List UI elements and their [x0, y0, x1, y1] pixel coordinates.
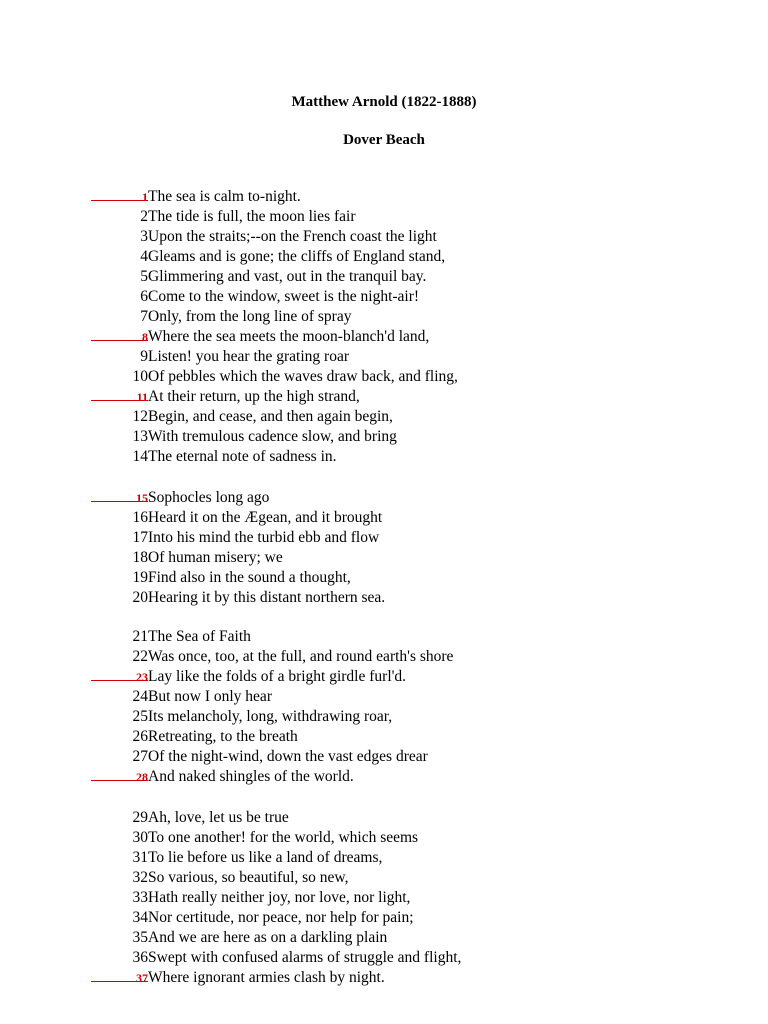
stanza-4 [0, 808, 768, 988]
line-text: The tide is full, the moon lies fair [148, 208, 356, 225]
poem-line [0, 868, 768, 888]
line-text: Of the night-wind, down the vast edges drear [148, 748, 428, 765]
line-number: 21 [132, 628, 148, 645]
line-number: 26 [132, 728, 148, 745]
poem-author: Matthew Arnold (1822-1888) [291, 94, 477, 110]
line-text: Swept with confused alarms of struggle and flight, [148, 949, 462, 966]
line-text: With tremulous cadence slow, and bring [148, 428, 397, 445]
line-text: At their return, up the high strand, [148, 388, 360, 405]
marked-line-number: 11 [136, 390, 148, 404]
marked-line-number: 1 [142, 190, 148, 204]
marked-line-number: 15 [136, 491, 148, 505]
line-text: Begin, and cease, and then again begin, [148, 408, 393, 425]
line-number: 31 [132, 849, 148, 866]
poem-line [0, 667, 768, 687]
line-text: Find also in the sound a thought, [148, 569, 351, 586]
poem-line [0, 627, 768, 647]
line-number: 32 [132, 869, 148, 886]
line-text: Heard it on the Ægean, and it brought [148, 509, 383, 526]
poem-line [0, 427, 768, 447]
poem-line [0, 267, 768, 287]
line-number: 12 [132, 408, 148, 425]
line-text: Gleams and is gone; the cliffs of England stand, [148, 248, 446, 265]
line-number: 22 [132, 648, 148, 665]
line-text: Hearing it by this distant northern sea. [148, 589, 386, 606]
line-text: Its melancholy, long, withdrawing roar, [148, 708, 393, 725]
poem-line [0, 848, 768, 868]
poem-line [0, 968, 768, 988]
line-number: 5 [140, 268, 148, 285]
poem-line [0, 808, 768, 828]
poem-line [0, 528, 768, 548]
poem-line [0, 207, 768, 227]
poem-line [0, 247, 768, 267]
line-text: Lay like the folds of a bright girdle furl'd. [148, 668, 407, 685]
poem-line [0, 948, 768, 968]
poem-line [0, 407, 768, 427]
line-number: 14 [132, 448, 148, 465]
marker-underline [91, 340, 148, 341]
poem-line [0, 327, 768, 347]
line-text: Of pebbles which the waves draw back, and fling, [148, 368, 458, 385]
line-text: The sea is calm to-night. [148, 188, 301, 205]
line-number: 17 [132, 529, 148, 546]
marked-line-number: 37 [136, 971, 148, 985]
poem-line [0, 508, 768, 528]
line-text: To lie before us like a land of dreams, [148, 849, 383, 866]
poem-line [0, 387, 768, 407]
line-text: The Sea of Faith [148, 628, 251, 645]
poem-line [0, 908, 768, 928]
line-number: 7 [140, 308, 148, 325]
line-number: 35 [132, 929, 148, 946]
line-text: Sophocles long ago [148, 489, 270, 506]
poem-line [0, 568, 768, 588]
line-number: 25 [132, 708, 148, 725]
line-text: So various, so beautiful, so new, [148, 869, 349, 886]
poem-title: Dover Beach [343, 132, 425, 148]
marked-line-number: 23 [136, 670, 148, 684]
poem-line [0, 227, 768, 247]
poem-line [0, 187, 768, 207]
poem-line [0, 287, 768, 307]
stanza-3 [0, 627, 768, 787]
line-number: 36 [132, 949, 148, 966]
line-number: 3 [140, 228, 148, 245]
line-number: 24 [132, 688, 148, 705]
stanza-2 [0, 488, 768, 608]
poem-line [0, 747, 768, 767]
line-text: Where the sea meets the moon-blanch'd land, [148, 328, 430, 345]
line-number: 29 [132, 809, 148, 826]
line-text: Listen! you hear the grating roar [148, 348, 349, 365]
line-text: Hath really neither joy, nor love, nor light, [148, 889, 411, 906]
poem-line [0, 828, 768, 848]
line-number: 9 [140, 348, 148, 365]
poem-line [0, 347, 768, 367]
poem-line [0, 647, 768, 667]
line-number: 19 [132, 569, 148, 586]
poem-line [0, 767, 768, 787]
stanza-1 [0, 187, 768, 467]
poem-line [0, 687, 768, 707]
poem-line [0, 548, 768, 568]
line-text: Retreating, to the breath [148, 728, 298, 745]
line-text: Come to the window, sweet is the night-air! [148, 288, 420, 305]
line-number: 18 [132, 549, 148, 566]
poem-line [0, 707, 768, 727]
line-number: 4 [140, 248, 148, 265]
poem-line [0, 588, 768, 608]
line-number: 2 [140, 208, 148, 225]
line-text: Into his mind the turbid ebb and flow [148, 529, 380, 546]
line-number: 20 [132, 589, 148, 606]
poem-line [0, 307, 768, 327]
line-number: 30 [132, 829, 148, 846]
line-text: Of human misery; we [148, 549, 283, 566]
line-text: But now I only hear [148, 688, 272, 705]
line-text: The eternal note of sadness in. [148, 448, 337, 465]
line-text: Was once, too, at the full, and round earth's shore [148, 648, 454, 665]
line-text: Nor certitude, nor peace, nor help for pain; [148, 909, 414, 926]
poem-line [0, 488, 768, 508]
marked-line-number: 28 [136, 770, 148, 784]
line-number: 34 [132, 909, 148, 926]
line-number: 10 [132, 368, 148, 385]
line-number: 27 [132, 748, 148, 765]
line-text: And we are here as on a darkling plain [148, 929, 388, 946]
line-text: Where ignorant armies clash by night. [148, 969, 385, 986]
poem-line [0, 888, 768, 908]
poem-line [0, 367, 768, 387]
poem-line [0, 928, 768, 948]
line-text: Glimmering and vast, out in the tranquil bay. [148, 268, 427, 285]
line-number: 13 [132, 428, 148, 445]
marker-underline [91, 200, 148, 201]
poem-line [0, 447, 768, 467]
line-number: 33 [132, 889, 148, 906]
line-text: Only, from the long line of spray [148, 308, 352, 325]
line-text: Upon the straits;--on the French coast the light [148, 228, 437, 245]
poem-line [0, 727, 768, 747]
line-number: 16 [132, 509, 148, 526]
line-text: And naked shingles of the world. [148, 768, 354, 785]
line-text: To one another! for the world, which seems [148, 829, 419, 846]
marked-line-number: 8 [142, 330, 148, 344]
line-number: 6 [140, 288, 148, 305]
line-text: Ah, love, let us be true [148, 809, 289, 826]
